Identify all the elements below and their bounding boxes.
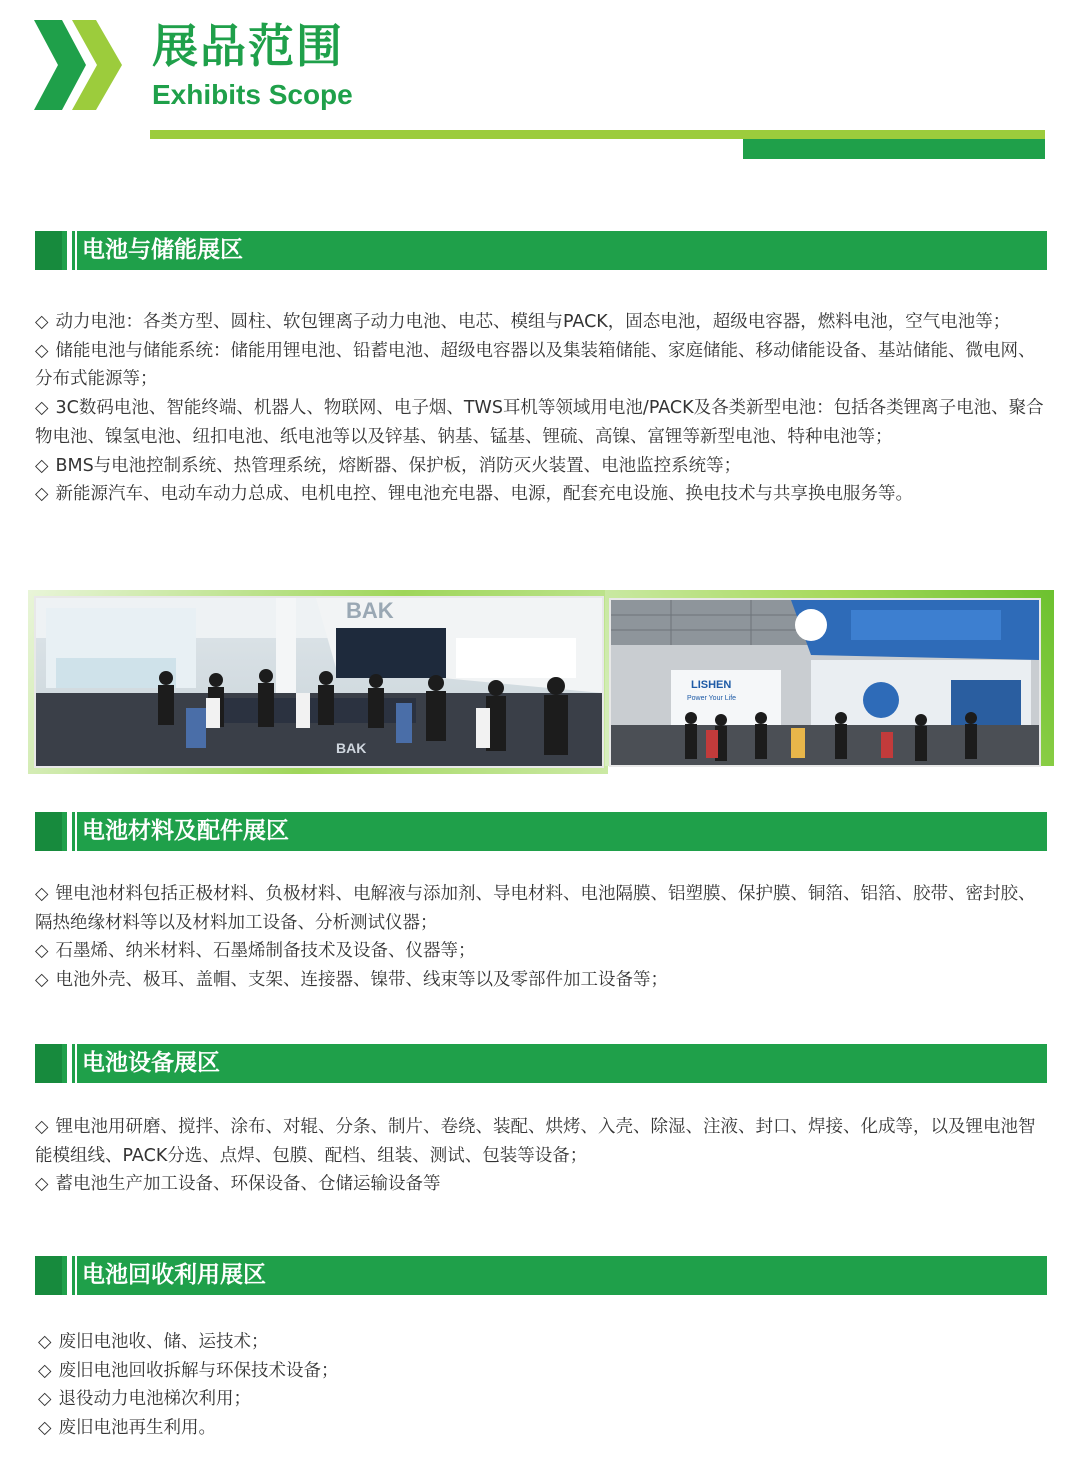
list-item: ◇ 废旧电池回收拆解与环保技术设备； [38,1360,339,1381]
list-item: ◇ 新能源汽车、电动车动力总成、电机电控、锂电池充电器、电源，配套充电设施、换电技术与共享换电服务等。 [35,484,913,505]
list-item: ◇ 退役动力电池梯次利用； [38,1389,251,1410]
section-list-recycling [38,1328,1053,1443]
svg-text:Power Your Life: Power Your Life [687,695,737,702]
list-item: ◇ 蓄电池生产加工设备、环保设备、仓储运输设备等 [35,1174,441,1195]
header-divider-lime [150,130,1045,139]
section-title: 电池设备展区 [82,1050,220,1076]
page-title: 展品范围 [152,19,344,73]
list-item: ◇ 储能电池与储能系统：储能用锂电池、铅蓄电池、超级电容器以及集装箱储能、家庭储能、移动储能设备、基站储能、微电网、分布式能源等； [35,340,1036,390]
list-item: ◇ 废旧电池再生利用。 [38,1418,216,1439]
list-item: ◇ 电池外壳、极耳、盖帽、支架、连接器、镍带、线束等以及零部件加工设备等； [35,970,668,991]
list-item: ◇ BMS与电池控制系统、热管理系统，熔断器、保护板，消防灭火装置、电池监控系统等； [35,455,742,476]
section-header-recycling [35,1256,1047,1295]
section-title: 电池回收利用展区 [82,1262,266,1288]
section-header-battery-storage [35,231,1047,270]
page-header [0,0,1080,170]
page-subtitle: Exhibits Scope [152,79,353,110]
section-list-equipment [35,1113,1050,1199]
section-title: 电池与储能展区 [82,237,243,263]
list-item: ◇ 锂电池用研磨、搅拌、涂布、对辊、分条、制片、卷绕、装配、烘烤、入壳、除湿、注液、封口、焊接、化成等，以及锂电池智能模组线、PACK分选、点焊、包膜、配档、组装、测试、包装等设备； [35,1117,1036,1166]
list-item: ◇ 锂电池材料包括正极材料、负极材料、电解液与添加剂、导电材料、电池隔膜、铝塑膜、保护膜、铜箔、铝箔、胶带、密封胶、隔热绝缘材料等以及材料加工设备、分析测试仪器； [35,884,1036,933]
list-item: ◇ 废旧电池收、储、运技术； [38,1332,269,1352]
list-item: ◇ 3C数码电池、智能终端、机器人、物联网、电子烟、TWS耳机等领域用电池/PACK及各类新型电池：包括各类锂离子电池、聚合物电池、镍氢电池、纽扣电池、纸电池等以及锌基、钠基、锰基、锂硫、高镍、富锂等新型电池、特种电池等； [35,398,1044,447]
section-list-materials [35,880,1050,995]
double-chevron-icon [34,20,126,112]
exhibition-photos [28,590,1054,775]
svg-text:BAK: BAK [336,740,367,756]
section-header-materials [35,812,1047,851]
exhibition-photo-bak-booth [34,596,604,768]
signage-text: BAK [346,598,394,623]
section-title: 电池材料及配件展区 [82,818,289,844]
list-item: ◇ 动力电池：各类方型、圆柱、软包锂离子动力电池、电芯、模组与PACK，固态电池，超级电容器，燃料电池，空气电池等； [35,312,1011,332]
exhibition-photo-lishen-booth [609,598,1041,767]
header-divider-green [743,139,1045,159]
section-header-equipment [35,1044,1047,1083]
section-list-battery-storage [35,308,1050,509]
list-item: ◇ 石墨烯、纳米材料、石墨烯制备技术及设备、仪器等； [35,941,476,962]
svg-text:LISHEN: LISHEN [691,679,732,691]
